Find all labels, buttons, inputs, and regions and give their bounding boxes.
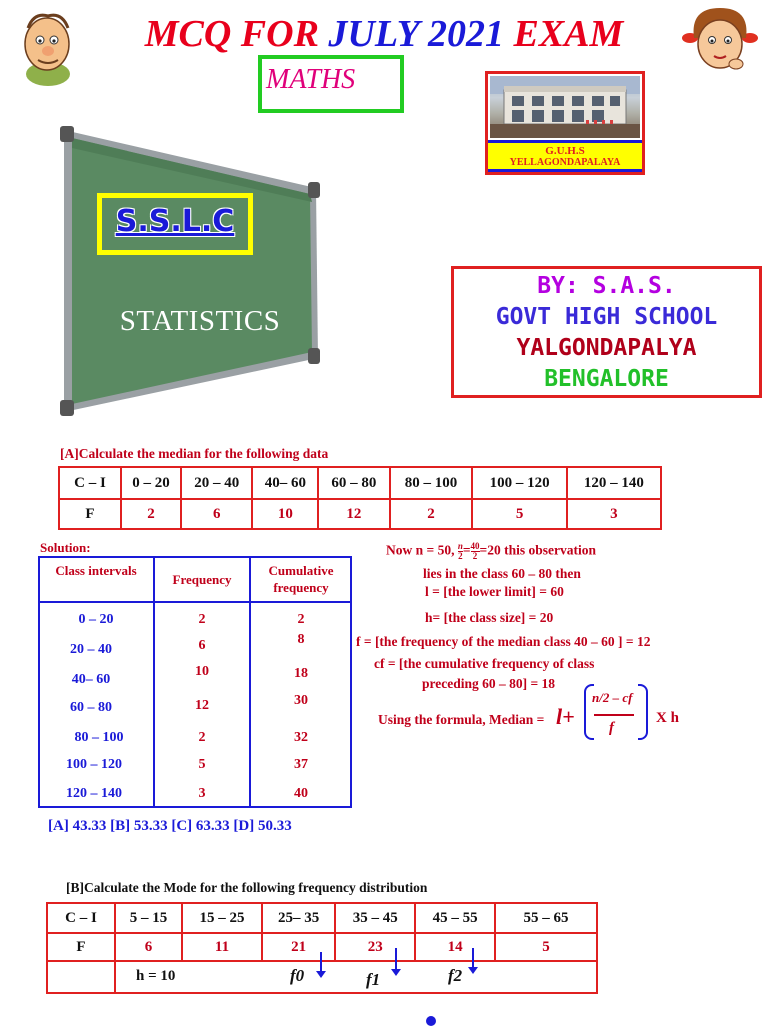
interval-cell: 5 – 15 xyxy=(115,903,182,933)
interval-cell: 45 – 55 xyxy=(415,903,495,933)
solution-frequency: 12 xyxy=(195,698,209,713)
explanation-line-5: f = [the frequency of the median class 40 – 60 ] = 12 xyxy=(356,634,651,649)
f1-label: f1 xyxy=(366,970,381,989)
explanation-line-6: cf = [the cumulative frequency of class xyxy=(374,656,595,671)
solution-frequency: 6 xyxy=(198,638,206,653)
explanation-line-3: l = [the lower limit] = 60 xyxy=(425,584,564,599)
author-by: BY: S.A.S. xyxy=(537,273,676,299)
solution-frequency: 3 xyxy=(198,786,206,801)
explanation-line-7: preceding 60 – 80] = 18 xyxy=(422,676,556,691)
school-name-band xyxy=(488,140,642,172)
cartoon-boy-icon xyxy=(14,6,80,88)
explanation-line-1: Now n = 50, $\frac{n}{2}$ = $\frac{40}{2}$ =20 this observation xyxy=(386,541,596,561)
question-b-title: [B]Calculate the Mode for the following frequency distribution xyxy=(66,880,428,895)
formula-numerator: n/2 – cf xyxy=(592,690,633,705)
empty-cell xyxy=(47,961,115,993)
interval-cell: 15 – 25 xyxy=(182,903,262,933)
solution-frequency: 2 xyxy=(198,730,206,745)
interval-cell: 20 – 40 xyxy=(181,467,252,499)
frequency-cell: 5 xyxy=(495,933,597,961)
interval-cell: 25– 35 xyxy=(262,903,335,933)
solution-interval: 120 – 140 xyxy=(66,786,122,801)
solution-interval: 80 – 100 xyxy=(74,730,124,745)
interval-cell: 60 – 80 xyxy=(318,467,389,499)
frequency-cell: 12 xyxy=(318,499,389,529)
solution-header: Class intervals xyxy=(55,563,137,578)
frequency-cell: 5 xyxy=(472,499,566,529)
mode-notes-cell xyxy=(115,961,597,993)
frequency-cell: 6 xyxy=(181,499,252,529)
formula-fraction-bar xyxy=(594,714,634,716)
f0-label: f0 xyxy=(290,966,305,985)
interval-cell: 80 – 100 xyxy=(390,467,473,499)
title-part-exam: EXAM xyxy=(503,13,624,55)
frequency-cell: 2 xyxy=(390,499,473,529)
frequency-cell: 2 xyxy=(121,499,181,529)
formula-right-bracket xyxy=(638,684,648,740)
ci-label: C – I xyxy=(47,903,115,933)
question-b-table xyxy=(46,902,598,994)
author-city: BENGALORE xyxy=(544,366,669,392)
interval-cell: 100 – 120 xyxy=(472,467,566,499)
solution-cumulative: 2 xyxy=(297,612,305,627)
interval-cell: 35 – 45 xyxy=(335,903,415,933)
solution-label: Solution: xyxy=(40,540,91,555)
explanation-line-2: lies in the class 60 – 80 then xyxy=(423,566,581,581)
interval-cell: 120 – 140 xyxy=(567,467,661,499)
bullet-dot-icon xyxy=(426,1016,436,1026)
formula-suffix: X h xyxy=(656,710,679,726)
f-label: F xyxy=(47,933,115,961)
interval-cell: 40– 60 xyxy=(252,467,318,499)
f2-label: f2 xyxy=(448,966,463,985)
frequency-cell: 3 xyxy=(567,499,661,529)
explanation-n: Now n = 50, xyxy=(386,542,455,558)
title-part-mcq: MCQ FOR xyxy=(144,13,329,55)
question-a-title: [A]Calculate the median for the following data xyxy=(60,446,329,461)
formula-denominator: f xyxy=(609,720,614,736)
solution-cumulative: 30 xyxy=(294,693,308,708)
solution-frequency: 2 xyxy=(198,612,206,627)
explanation-line-4: h= [the class size] = 20 xyxy=(425,610,554,625)
interval-cell: 55 – 65 xyxy=(495,903,597,933)
solution-table xyxy=(38,556,352,808)
school-photo xyxy=(490,76,640,138)
school-abbrev: G.U.H.S xyxy=(545,145,585,157)
title-part-date: JULY 2021 xyxy=(328,13,504,55)
school-badge xyxy=(485,71,645,175)
explanation-result: =20 this observation xyxy=(479,542,596,558)
f-label: F xyxy=(59,499,121,529)
frequency-cell: 23 xyxy=(335,933,415,961)
cartoon-girl-icon xyxy=(680,4,760,76)
solution-header: Cumulative frequency xyxy=(268,563,334,595)
question-a-table xyxy=(58,466,662,530)
page-title xyxy=(0,10,768,58)
fraction-n-over-2: $\frac{n}{2}$ xyxy=(457,541,463,561)
fraction-40-over-2: $\frac{40}{2}$ xyxy=(470,541,480,561)
subject-label: MATHS xyxy=(266,64,356,95)
solution-interval: 0 – 20 xyxy=(78,612,114,627)
f0-arrow-icon xyxy=(320,952,322,972)
solution-interval: 20 – 40 xyxy=(70,642,112,657)
solution-frequency: 10 xyxy=(195,664,209,679)
solution-frequency: 5 xyxy=(198,757,206,772)
frequency-cell: 11 xyxy=(182,933,262,961)
solution-cumulative: 18 xyxy=(294,666,308,681)
frequency-cell: 14 xyxy=(415,933,495,961)
solution-header: Frequency xyxy=(172,572,232,587)
solution-interval: 60 – 80 xyxy=(70,700,112,715)
author-school: GOVT HIGH SCHOOL xyxy=(495,304,718,330)
school-village: YELLAGONDAPALAYA xyxy=(509,157,621,168)
solution-interval: 40– 60 xyxy=(71,672,111,687)
frequency-cell: 10 xyxy=(252,499,318,529)
solution-cumulative: 37 xyxy=(294,757,308,772)
ci-label: C – I xyxy=(59,467,121,499)
chalkboard-image xyxy=(6,122,362,422)
answer-options: [A] 43.33 [B] 53.33 [C] 63.33 [D] 50.33 xyxy=(48,818,292,834)
solution-cumulative: 8 xyxy=(297,632,305,647)
formula-l: l+ xyxy=(556,704,575,729)
f2-arrow-icon xyxy=(472,948,474,968)
formula-prefix: Using the formula, Median = xyxy=(378,712,545,727)
topic-label: STATISTICS xyxy=(119,305,281,337)
frequency-cell: 6 xyxy=(115,933,182,961)
grade-label: S.S.L.C xyxy=(115,204,235,239)
solution-cumulative: 32 xyxy=(294,730,308,745)
solution-cumulative: 40 xyxy=(294,786,308,801)
class-size-label: h = 10 xyxy=(136,968,176,984)
frequency-cell: 21 xyxy=(262,933,335,961)
interval-cell: 0 – 20 xyxy=(121,467,181,499)
solution-interval: 100 – 120 xyxy=(66,757,122,772)
f1-arrow-icon xyxy=(395,948,397,970)
author-place: YALGONDAPALYA xyxy=(516,335,697,361)
